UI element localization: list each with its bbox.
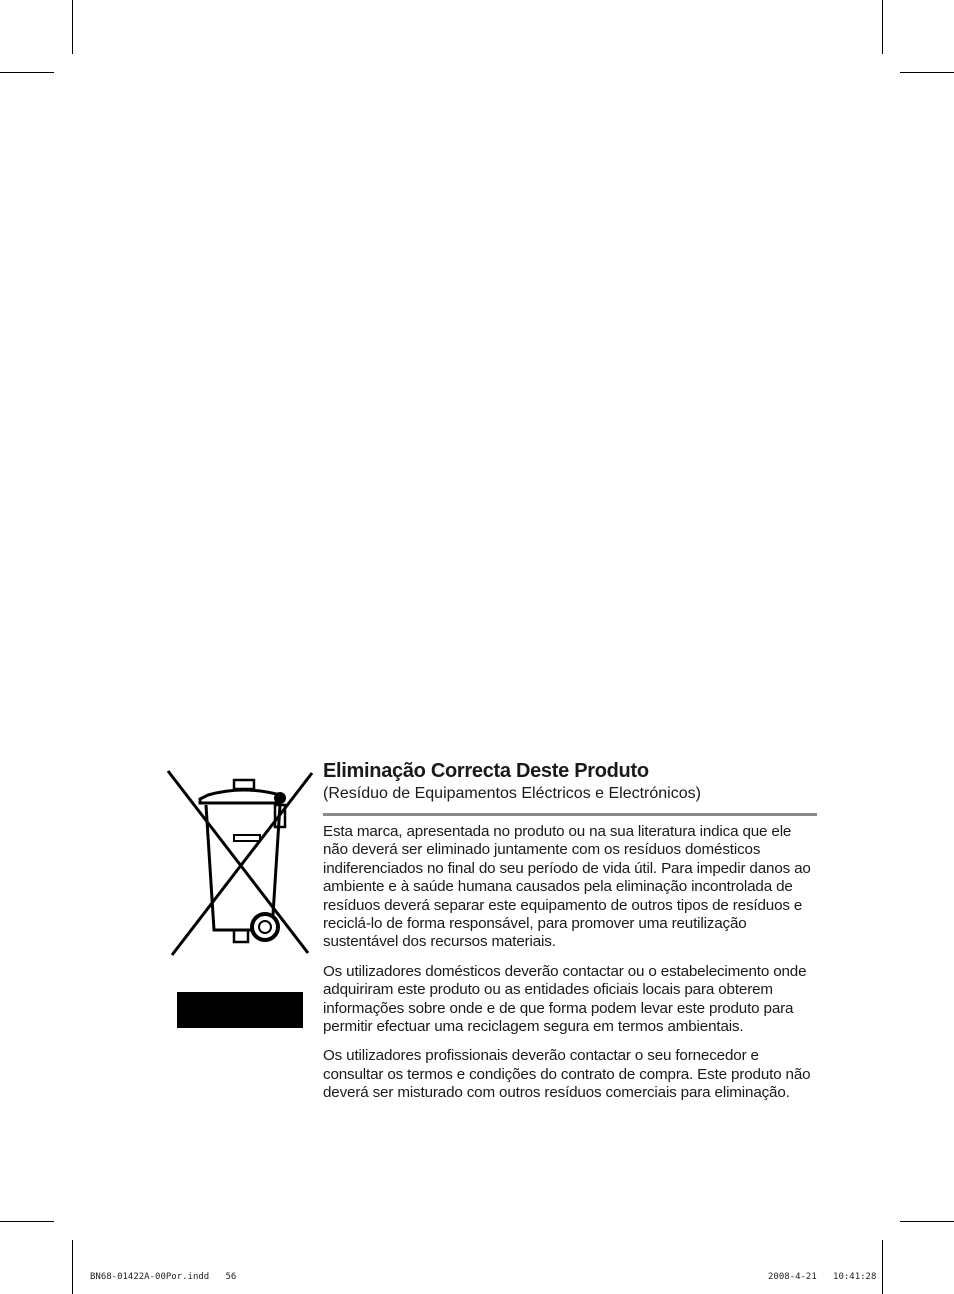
crop-mark	[72, 1240, 73, 1294]
section-subtitle: (Resíduo de Equipamentos Eléctricos e Electrónicos)	[323, 785, 701, 802]
crop-mark	[882, 1240, 883, 1294]
divider	[323, 813, 817, 816]
crop-mark	[0, 1221, 54, 1222]
crossed-out-wheelie-bin-icon	[160, 765, 320, 965]
disposal-section	[323, 758, 817, 1114]
slug-file: BN68-01422A-00Por.indd 56	[90, 1272, 237, 1282]
section-title: Eliminação Correcta Deste Produto	[323, 760, 649, 782]
paragraph: Os utilizadores profissionais deverão contactar o seu fornecedor e consultar os termos e condições do contrato de compra. Este produto não deverá ser misturado com outros resíduos comerciais para eliminação.	[323, 1047, 811, 1102]
crop-mark	[72, 0, 73, 54]
paragraph: Esta marca, apresentada no produto ou na sua literatura indica que ele não deverá ser eliminado juntamente com os resíduos domésticos indiferenciados no final do seu período de vida útil. Para impedir danos ao ambiente e à saúde humana causados pela eliminação incontrolada de resíduos deverá separar este equipamento de outros tipos de resíduos e reciclá-lo de forma responsável, para promover uma reutilização sustentável dos recursos materiais.	[323, 823, 811, 951]
crop-mark	[0, 72, 54, 73]
crop-mark	[882, 0, 883, 54]
slug-datetime: 2008-4-21 10:41:28	[768, 1272, 877, 1282]
black-bar	[177, 992, 303, 1028]
paragraph: Os utilizadores domésticos deverão contactar ou o estabelecimento onde adquiriram este produto ou as entidades oficiais locais para obterem informações sobre onde e de que forma podem levar este produto para permitir efectuar uma reciclagem segura em termos ambientais.	[323, 962, 807, 1036]
crop-mark	[900, 1221, 954, 1222]
crop-mark	[900, 72, 954, 73]
